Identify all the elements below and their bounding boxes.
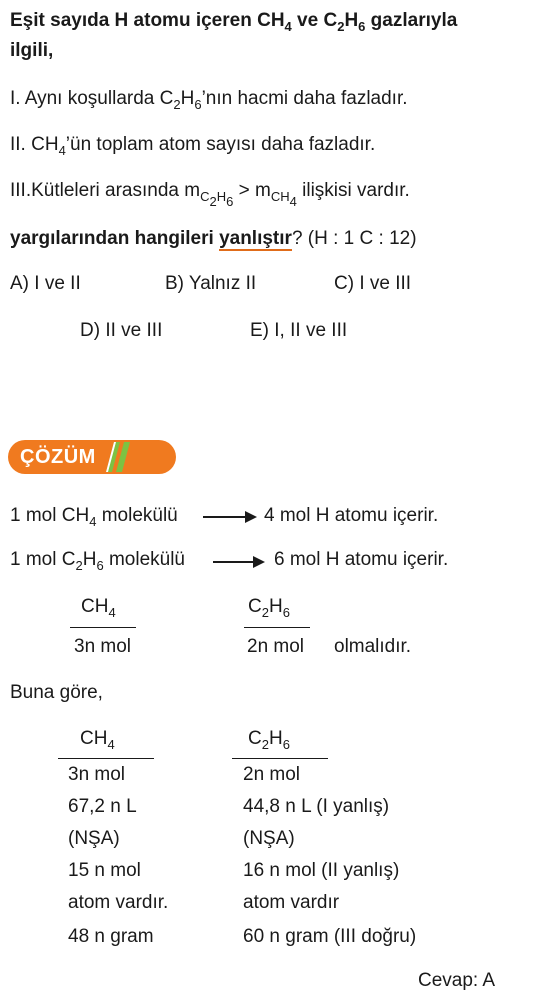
fraction-1-rule bbox=[70, 627, 136, 628]
option-d[interactable]: D) II ve III bbox=[80, 320, 163, 341]
fraction-2-bottom: 2n mol bbox=[247, 636, 305, 657]
table-col2-rule bbox=[232, 758, 328, 759]
table-col2-cell: (NŞA) bbox=[243, 828, 295, 849]
buna-gore-text: Buna göre, bbox=[10, 682, 103, 703]
statement-2: II. $CH_4’ün$ toplam atom sayısı daha fazladır. bbox=[10, 134, 376, 158]
solution-line-1-result: 4 mol H atomu içerir. bbox=[264, 505, 439, 526]
statement-1: I. Aynı koşullarda $C_2H_6’nın$ hacmi daha fazladır. bbox=[10, 88, 408, 112]
table-col2-cell: 44,8 n L (I yanlış) bbox=[243, 796, 390, 817]
fraction-1-bottom: 3n mol bbox=[74, 636, 132, 657]
answer-text: Cevap: A bbox=[418, 970, 496, 991]
table-col1-cell: atom vardır. bbox=[68, 892, 169, 913]
option-a[interactable]: A) I ve II bbox=[10, 273, 81, 294]
table-col1-cell: 3n mol bbox=[68, 764, 126, 785]
fraction-2-rule bbox=[244, 627, 310, 628]
arrow-2-icon bbox=[213, 561, 263, 563]
table-col1-cell: (NŞA) bbox=[68, 828, 120, 849]
table-col2-header: $C_2H_6$ bbox=[248, 728, 290, 752]
solution-line-2: 1 mol $C_2H_6$ molekülü bbox=[10, 549, 185, 573]
yanlistir-underline: yanlıştır bbox=[219, 228, 292, 249]
fraction-2-top: $C_2H_6$ bbox=[248, 596, 290, 620]
table-col1-header: $CH_4$ bbox=[80, 728, 115, 752]
table-col2-cell: 2n mol bbox=[243, 764, 301, 785]
question-prompt: yargılarından hangileri yanlıştır? (H : 1 C : 12) bbox=[10, 228, 417, 249]
table-col1-rule bbox=[58, 758, 154, 759]
table-col1-cell: 48 n gram bbox=[68, 926, 154, 947]
question-title-cont: ilgili, bbox=[10, 40, 54, 61]
cozum-badge bbox=[8, 440, 176, 474]
arrow-1-icon bbox=[203, 516, 255, 518]
option-c[interactable]: C) I ve III bbox=[334, 273, 412, 294]
solution-line-1: 1 mol $CH_4$ molekülü bbox=[10, 505, 178, 529]
table-col2-cell: 60 n gram (III doğru) bbox=[243, 926, 417, 947]
fraction-1-top: $CH_4$ bbox=[81, 596, 116, 620]
badge-label: ÇÖZÜM bbox=[20, 446, 96, 468]
table-col2-cell: 16 n mol (II yanlış) bbox=[243, 860, 400, 881]
table-col1-cell: 15 n mol bbox=[68, 860, 141, 881]
solution-line-2-result: 6 mol H atomu içerir. bbox=[274, 549, 449, 570]
table-col2-cell: atom vardır bbox=[243, 892, 340, 913]
option-b[interactable]: B) Yalnız II bbox=[165, 273, 257, 294]
statement-3: III.Kütleleri arasında $m_{C_2H_6} > m_{CH_4}$ ilişkisi vardır. bbox=[10, 180, 410, 209]
table-col1-cell: 67,2 n L bbox=[68, 796, 137, 817]
option-e[interactable]: E) I, II ve III bbox=[250, 320, 348, 341]
olmalidir-text: olmalıdır. bbox=[334, 636, 412, 657]
question-title: Eşit sayıda H atomu içeren $CH_4$ ve $C_2H_6$ gazlarıyla bbox=[10, 10, 458, 34]
